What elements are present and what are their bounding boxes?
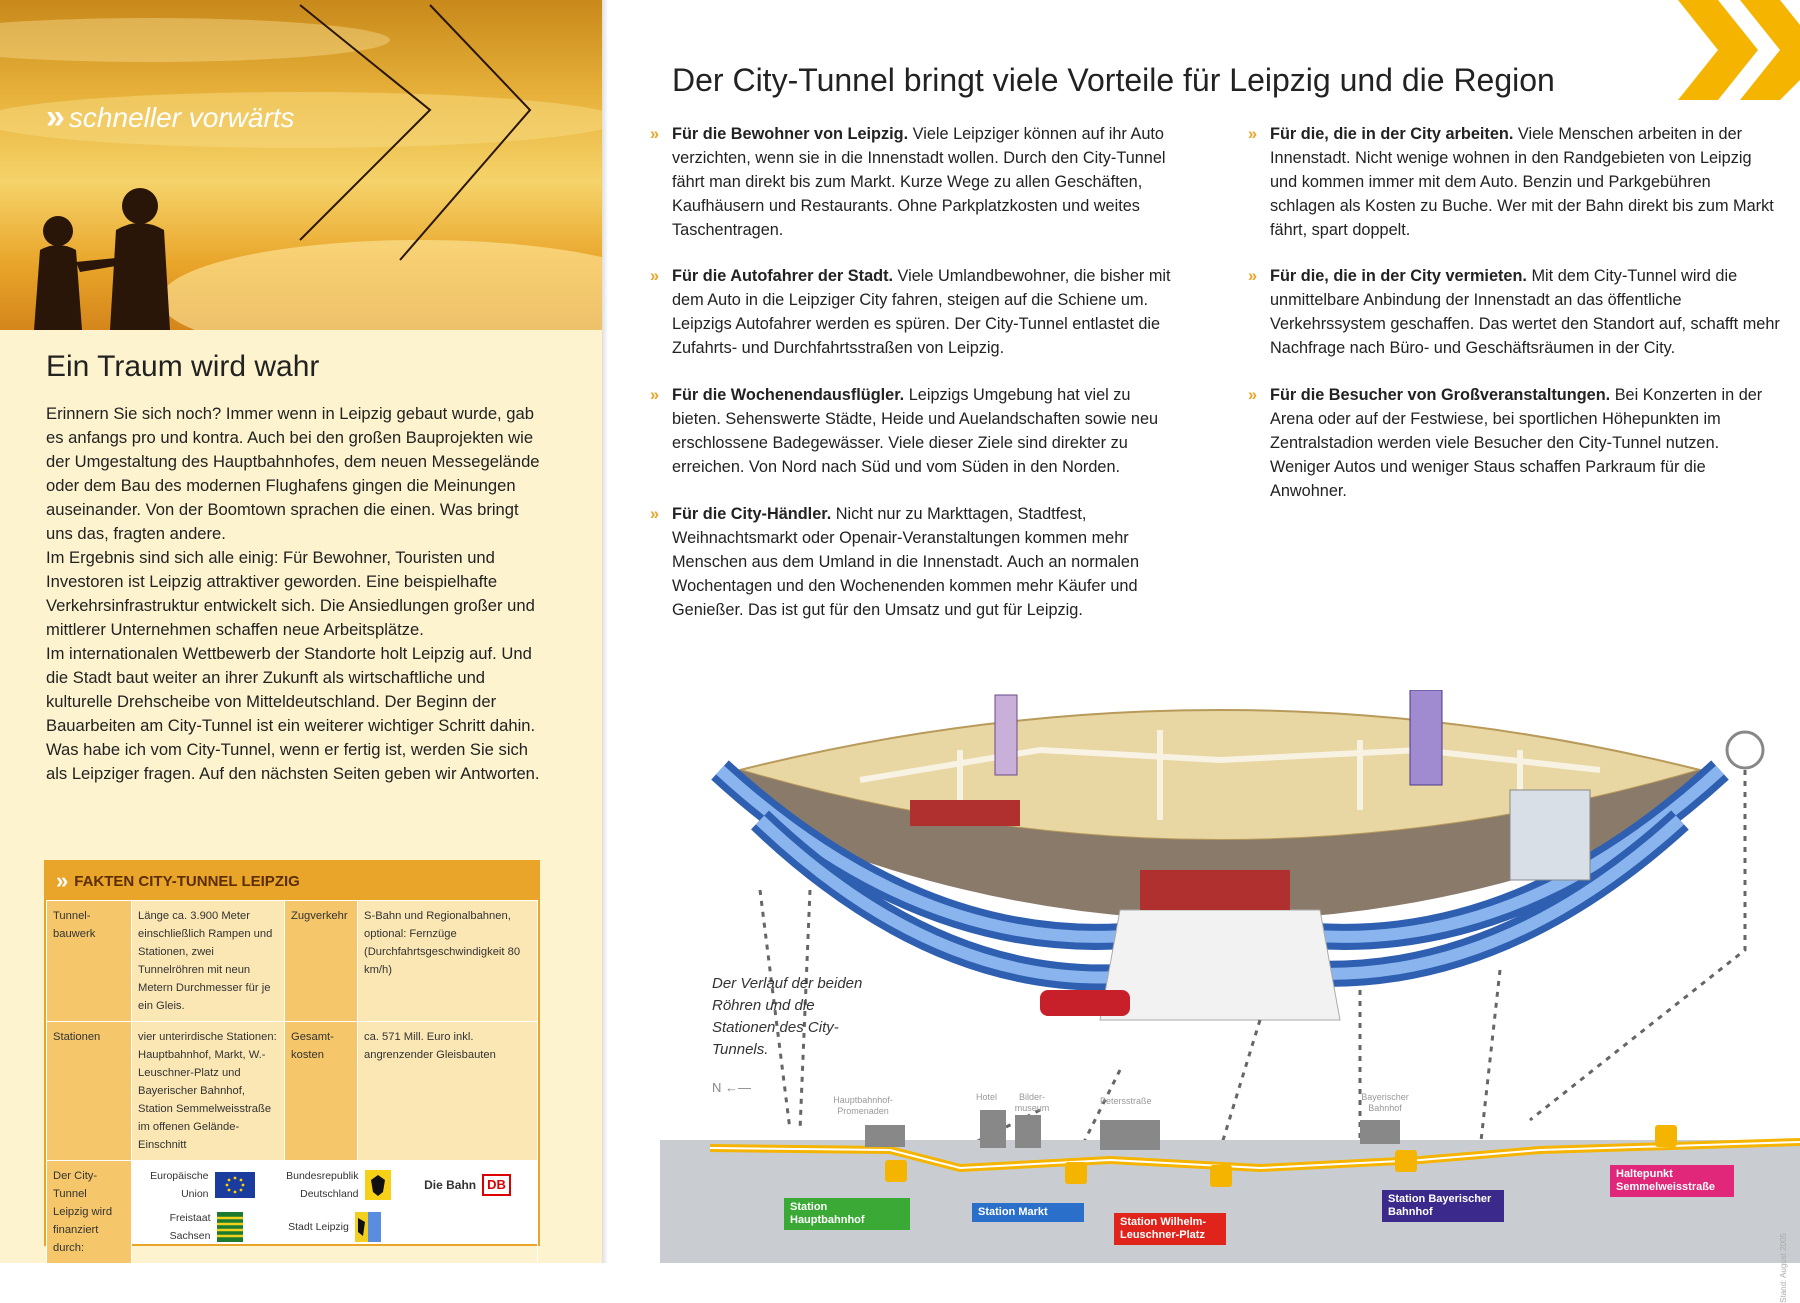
benefit-item	[650, 502, 1182, 622]
intro-text	[46, 402, 546, 786]
facts-header	[46, 862, 538, 900]
benefit-heading: Für die, die in der City vermieten.	[1270, 267, 1527, 285]
benefit-heading: Für die Wochenendausflügler.	[672, 386, 905, 404]
print-date: Stand: August 2005	[1779, 1233, 1788, 1303]
funder-name: Stadt Leipzig	[288, 1221, 349, 1233]
benefit-text: Nicht nur zu Markttagen, Stadtfest, Weihnachtsmarkt oder Openair-Veranstaltungen kommen mehr Menschen aus dem Umland in die Innenstadt. Auch an normalen Wochentagen und den Wochenenden kommen mehr Käufer und Genießer. Das ist gut für den Umsatz und gut für Leipzig.	[672, 505, 1140, 619]
double-chevron-icon: »	[650, 505, 657, 523]
table-cell-label: Zugverkehr	[285, 901, 358, 1022]
benefit-text: Bei Konzerten in der Arena oder auf der Festwiese, bei sportlichen Höhepunkten im Zentralstadion werden viele Besucher den City-Tunnel nutzen. Weniger Autos und weniger Staus schaffen Parkraum für die Anwohner.	[1270, 386, 1763, 500]
table-cell-value: vier unterirdische Stationen: Hauptbahnhof, Markt, W.-Leuschner-Platz und Bayerischer Bahnhof, Station Semmelweisstraße im offenen Gelände-Einschnitt	[132, 1022, 285, 1161]
tower-building	[1410, 690, 1442, 785]
benefit-text: Mit dem City-Tunnel wird die unmittelbare Anbindung der Innenstadt an das öffentliche Verkehrssystem geschaffen. Das wertet den Standort auf, schafft mehr Nachfrage nach Büro- und Geschäftsräumen in der City.	[1270, 267, 1780, 357]
map-label: Bilder-museum	[1014, 1092, 1050, 1113]
saxony-coat-icon	[217, 1212, 243, 1242]
federal-eagle-icon	[365, 1170, 391, 1200]
benefit-heading: Für die Autofahrer der Stadt.	[672, 267, 894, 285]
double-chevron-icon: »	[56, 868, 65, 893]
eu-flag-icon	[215, 1172, 255, 1198]
double-chevron-icon: »	[1248, 125, 1255, 143]
table-cell-value: ca. 571 Mill. Euro inkl. angrenzender Gleisbauten	[358, 1022, 538, 1161]
funder-name: Europäische Union	[150, 1170, 209, 1200]
benefit-text: Viele Menschen arbeiten in der Innenstadt. Nicht wenige wohnen in den Randgebieten von Leipzig und kommen immer mit dem Auto. Benzin und Parkgebühren schlagen als Kosten zu Buche. Wer mit der Bahn direkt bis zum Markt fährt, spart doppelt.	[1270, 125, 1774, 239]
benefit-item	[650, 122, 1182, 242]
train	[1040, 990, 1130, 1016]
table-row	[47, 1022, 538, 1161]
station-label-markt: Station Markt	[972, 1203, 1084, 1222]
hero-tagline-text: schneller vorwärts	[68, 101, 295, 133]
intro-paragraph: Was habe ich vom City-Tunnel, wenn er fertig ist, werden Sie sich als Leipziger fragen. Auf den nächsten Seiten geben wir Antworten.	[46, 740, 540, 783]
benefit-item	[1248, 264, 1780, 360]
benefit-item	[650, 383, 1182, 479]
funder-db	[404, 1174, 531, 1196]
funder-eu	[138, 1167, 265, 1203]
town-hall-building	[1140, 870, 1290, 910]
tower-building	[995, 695, 1017, 775]
funder-name: Freistaat Sachsen	[169, 1212, 211, 1242]
hero-image	[0, 0, 602, 330]
intro-paragraph: Erinnern Sie sich noch? Immer wenn in Leipzig gebaut wurde, gab es anfangs pro und kontra. Auch bei den großen Bauprojekten wie der Umgestaltung des Hauptbahnhofes, dem neuen Messegelände oder dem Bau des modernen Flughafens gingen die Meinungen auseinander. Von der Boomtown sprachen die einen. Was bringt uns das, fragten andere.	[46, 404, 540, 543]
arrow-icon: ←—	[725, 1080, 752, 1095]
benefit-item	[1248, 122, 1780, 242]
facts-table	[46, 900, 538, 1264]
map-label: Bayerischer Bahnhof	[1361, 1092, 1409, 1113]
portal-marker	[1727, 732, 1763, 768]
funder-saxony	[138, 1209, 265, 1245]
station-label-leuschner-platz: Station Wilhelm-Leuschner-Platz	[1114, 1213, 1226, 1245]
corner-chevron-icon	[1670, 0, 1800, 110]
funder-name: Die Bahn	[424, 1178, 477, 1192]
intro-paragraph: Im internationalen Wettbewerb der Standorte holt Leipzig auf. Und die Stadt baut weiter an ihrer Zukunft als wirtschaftliche und kulturelle Drehscheibe von Mitteldeutschland. Der Beginn der Bauarbeiten am City-Tunnel ist ein weiterer wichtiger Schritt dahin.	[46, 644, 536, 735]
funder-leipzig	[271, 1212, 398, 1242]
table-cell-label: Tunnel-bauwerk	[47, 901, 132, 1022]
station-label-semmelweisstrasse: Haltepunkt Semmelweisstraße	[1610, 1165, 1734, 1197]
diagram-caption: Der Verlauf der beiden Röhren und die Stationen des City-Tunnels.	[712, 975, 863, 1058]
north-arrow	[712, 1080, 751, 1095]
funder-germany	[271, 1167, 398, 1203]
table-cell-value: S-Bahn und Regionalbahnen, optional: Fernzüge (Durchfahrtsgeschwindigkeit 80 km/h)	[358, 901, 538, 1022]
table-cell-label: Stationen	[47, 1022, 132, 1161]
funders-cell	[132, 1161, 538, 1264]
double-chevron-icon: »	[650, 267, 657, 285]
funders-grid	[132, 1161, 537, 1251]
table-cell-value: Länge ca. 3.900 Meter einschließlich Rampen und Stationen, zwei Tunnelröhren mit neun Metern Durchmesser für je ein Gleis.	[132, 901, 285, 1022]
sunset-silhouette-illustration	[0, 0, 602, 330]
benefit-item	[1248, 383, 1780, 503]
benefit-heading: Für die Bewohner von Leipzig.	[672, 125, 909, 143]
map-label: Petersstraße	[1100, 1096, 1152, 1106]
table-row	[47, 1161, 538, 1264]
facts-box	[44, 860, 540, 1254]
facts-heading: FAKTEN CITY-TUNNEL LEIPZIG	[74, 872, 300, 890]
double-chevron-icon: »	[1248, 386, 1255, 404]
table-cell-label: Gesamt-kosten	[285, 1022, 358, 1161]
platform-view	[1510, 790, 1590, 880]
benefit-heading: Für die, die in der City arbeiten.	[1270, 125, 1514, 143]
north-label: N	[712, 1080, 722, 1095]
page-title: Der City-Tunnel bringt viele Vorteile für Leipzig und die Region	[672, 62, 1555, 98]
double-chevron-icon: »	[650, 386, 657, 404]
double-chevron-icon: »	[1248, 267, 1255, 285]
station-label-bayerischer-bahnhof: Station Bayerischer Bahnhof	[1382, 1190, 1504, 1222]
benefit-text: Viele Leipziger können auf ihr Auto verzichten, wenn sie in die Innenstadt wollen. Durch den City-Tunnel fährt man direkt bis zum Markt. Kurze Wege zu allen Geschäften, Kaufhäusern und Restaurants. Ohne Parkplatzkosten und weites Taschentragen.	[672, 125, 1166, 239]
leipzig-coat-icon	[355, 1212, 381, 1242]
funders-label: Der City-Tunnel Leipzig wird finanziert durch:	[47, 1161, 132, 1264]
station-hall	[1100, 910, 1340, 1020]
section-title: Ein Traum wird wahr	[46, 350, 320, 383]
benefit-item	[650, 264, 1182, 360]
station-building	[910, 800, 1020, 826]
page-fold	[602, 0, 608, 1263]
map-label: Hotel	[976, 1092, 998, 1102]
station-label-hauptbahnhof: Station Hauptbahnhof	[784, 1198, 910, 1230]
table-row	[47, 901, 538, 1022]
funder-name: Bundesrepublik Deutschland	[286, 1170, 359, 1200]
double-chevron-icon: »	[46, 98, 59, 136]
benefit-heading: Für die City-Händler.	[672, 505, 832, 523]
db-logo-icon: DB	[482, 1174, 511, 1196]
benefit-heading: Für die Besucher von Großveranstaltungen.	[1270, 386, 1611, 404]
intro-paragraph: Im Ergebnis sind sich alle einig: Für Bewohner, Touristen und Investoren ist Leipzig attraktiver geworden. Eine beispielhafte Verkehrsinfrastruktur entwickelt sich. Die Ansiedlungen großer und mittlerer Unternehmen schaffen neue Arbeitsplätze.	[46, 548, 535, 639]
hero-tagline	[46, 98, 295, 137]
benefit-text: Leipzigs Umgebung hat viel zu bieten. Sehenswerte Städte, Heide und Auelandschaften sowie neu erschlossene Badegewässer. Viele dieser Ziele sind direkter zu erreichen. Von Nord nach Süd und vom Süden in den Norden.	[672, 386, 1159, 476]
benefit-text: Viele Umlandbewohner, die bisher mit dem Auto in die Leipziger City fahren, steigen auf die Schiene um. Leipzigs Autofahrer werden es spüren. Der City-Tunnel entlastet die Zufahrts- und Durchfahrtsstraßen von Leipzig.	[672, 267, 1171, 357]
map-label: Hauptbahnhof-Promenaden	[833, 1095, 893, 1116]
left-panel	[0, 0, 602, 1263]
double-chevron-icon: »	[650, 125, 657, 143]
